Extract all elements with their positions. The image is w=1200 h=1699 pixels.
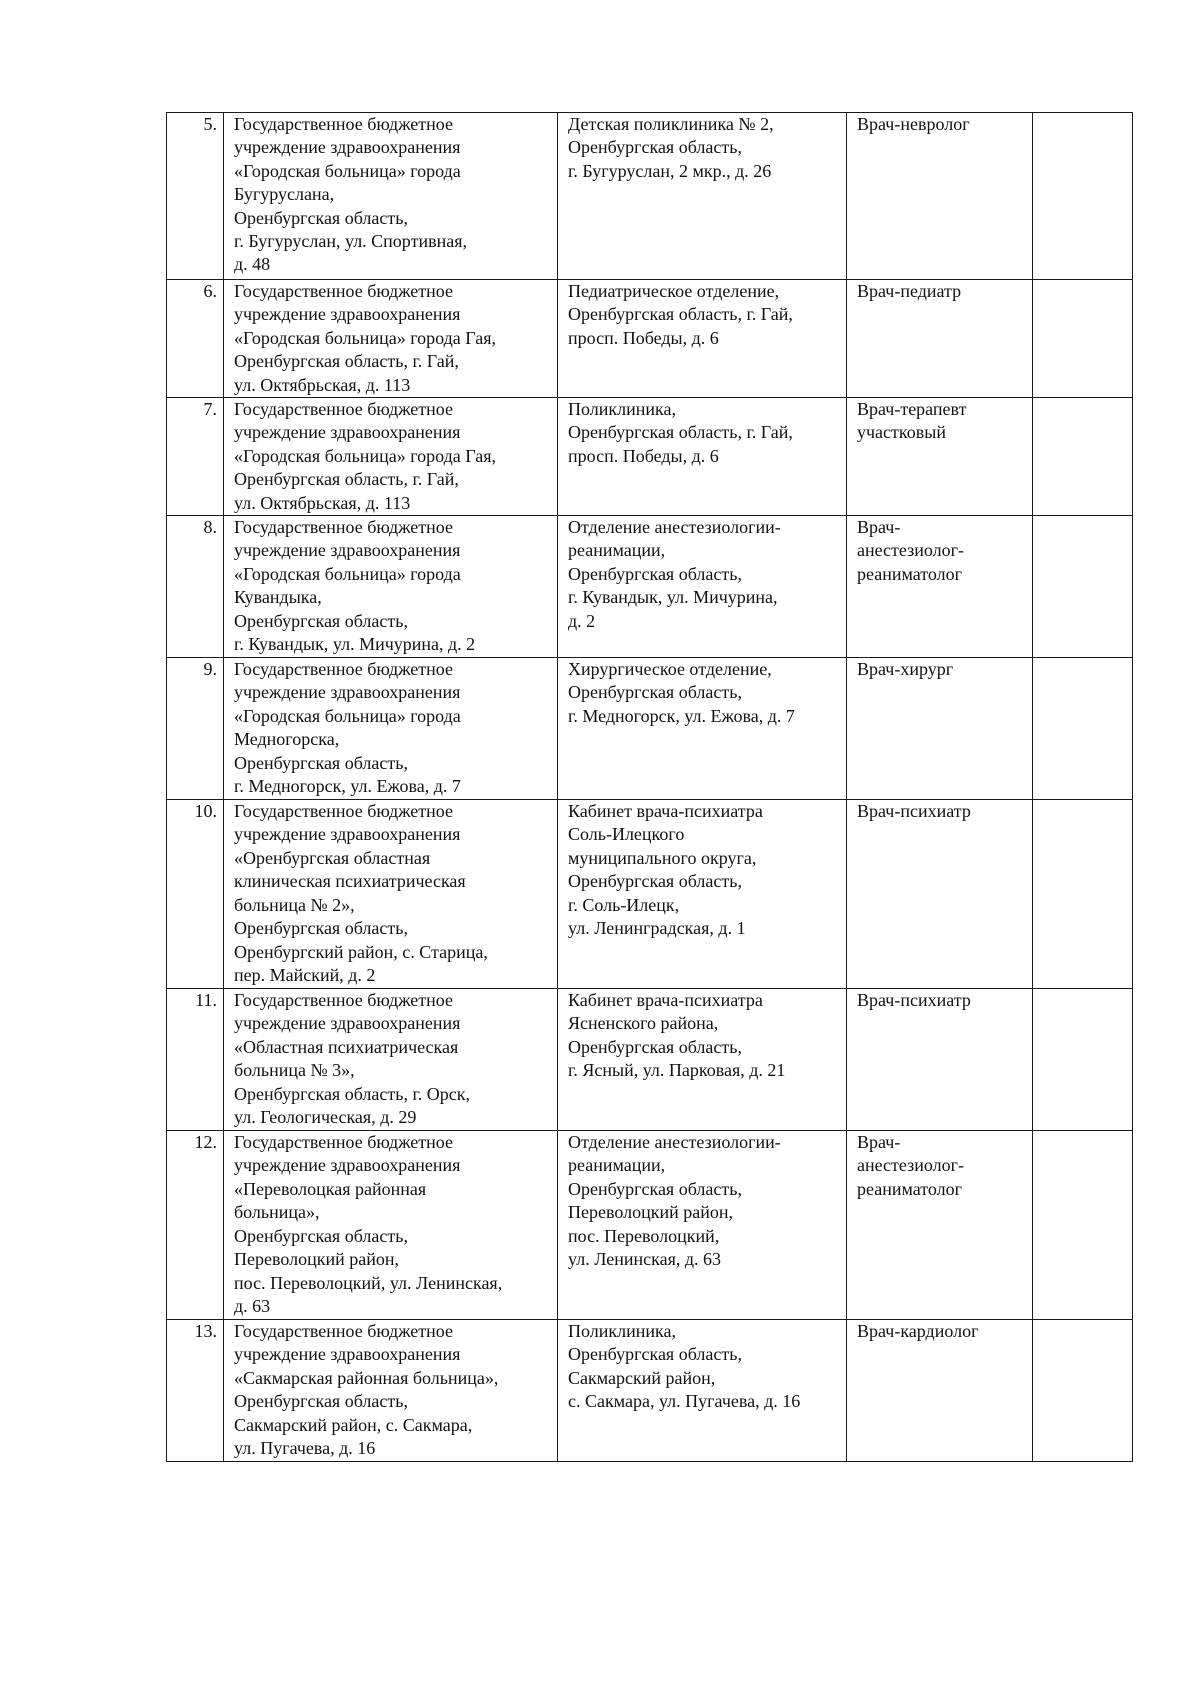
institution-line: Оренбургская область, г. Гай, — [234, 351, 459, 372]
position-cell — [847, 113, 1033, 280]
institution-line: Оренбургская область, г. Орск, — [234, 1083, 471, 1104]
position-cell — [847, 1320, 1033, 1462]
institution-cell — [224, 800, 558, 989]
table-row — [167, 113, 1133, 280]
position-line: анестезиолог- — [857, 540, 964, 561]
institution-cell — [224, 1320, 558, 1462]
department-line: Оренбургская область, г. Гай, — [568, 422, 793, 443]
department-line: Переволоцкий район, — [568, 1202, 733, 1223]
institution-line: больница № 3», — [234, 1060, 355, 1081]
department-line: ул. Ленинская, д. 63 — [568, 1249, 722, 1270]
institution-line: учреждение здравоохранения — [234, 137, 461, 158]
institution-line: Сакмарский район, с. Сакмара, — [234, 1414, 473, 1435]
department-line: Сакмарский район, — [568, 1367, 716, 1388]
department-cell — [558, 398, 847, 516]
institution-line: Кувандыка, — [234, 587, 322, 608]
department-line: ул. Ленинградская, д. 1 — [568, 918, 746, 939]
department-line: Детская поликлиника № 2, — [568, 114, 774, 134]
position-line: участковый — [857, 422, 946, 443]
institution-line: Государственное бюджетное — [234, 801, 453, 822]
table-row — [167, 280, 1133, 398]
blank-cell — [1033, 398, 1133, 516]
row-number: 9. — [167, 658, 224, 800]
institution-line: «Городская больница» города — [234, 160, 461, 181]
institution-line: Оренбургская область, — [234, 1225, 408, 1246]
department-line: Педиатрическое отделение, — [568, 281, 780, 301]
position-line: Врач-психиатр — [857, 990, 971, 1011]
position-line: Врач- — [857, 1132, 901, 1153]
institution-line: учреждение здравоохранения — [234, 682, 461, 703]
department-cell — [558, 1320, 847, 1462]
position-cell — [847, 398, 1033, 516]
table-row — [167, 989, 1133, 1131]
institution-line: «Городская больница» города — [234, 563, 461, 584]
institution-line: ул. Пугачева, д. 16 — [234, 1438, 376, 1459]
institution-cell — [224, 1131, 558, 1320]
institution-cell — [224, 989, 558, 1131]
department-line: Оренбургская область, — [568, 563, 742, 584]
department-line: Ясненского района, — [568, 1013, 719, 1034]
institution-line: Медногорска, — [234, 729, 340, 750]
institution-line: учреждение здравоохранения — [234, 1344, 461, 1365]
institution-line: Государственное бюджетное — [234, 990, 453, 1011]
row-number: 5. — [167, 113, 224, 280]
institution-line: Государственное бюджетное — [234, 517, 453, 538]
position-line: Врач-педиатр — [857, 281, 962, 301]
institution-line: учреждение здравоохранения — [234, 422, 461, 443]
position-line: Врач-хирург — [857, 659, 954, 680]
department-line: Отделение анестезиологии- — [568, 517, 781, 538]
institution-cell — [224, 658, 558, 800]
institution-line: Оренбургская область, — [234, 752, 408, 773]
position-cell — [847, 989, 1033, 1131]
department-cell — [558, 800, 847, 989]
department-cell — [558, 658, 847, 800]
institution-line: пос. Переволоцкий, ул. Ленинская, — [234, 1272, 503, 1293]
blank-cell — [1033, 516, 1133, 658]
department-line: Оренбургская область, — [568, 1036, 742, 1057]
institution-cell — [224, 516, 558, 658]
position-cell — [847, 800, 1033, 989]
table-row — [167, 658, 1133, 800]
institution-line: «Городская больница» города Гая, — [234, 445, 496, 466]
position-line: Врач-кардиолог — [857, 1321, 979, 1342]
department-line: Кабинет врача-психиатра — [568, 801, 763, 822]
institution-line: ул. Геологическая, д. 29 — [234, 1107, 417, 1128]
department-line: просп. Победы, д. 6 — [568, 445, 719, 466]
department-line: с. Сакмара, ул. Пугачева, д. 16 — [568, 1391, 801, 1412]
blank-cell — [1033, 658, 1133, 800]
department-line: Оренбургская область, — [568, 682, 742, 703]
row-number: 7. — [167, 398, 224, 516]
department-line: г. Бугуруслан, 2 мкр., д. 26 — [568, 160, 772, 181]
department-line: Оренбургская область, — [568, 137, 742, 158]
department-line: просп. Победы, д. 6 — [568, 327, 719, 348]
institution-line: Оренбургский район, с. Старица, — [234, 941, 488, 962]
department-line: д. 2 — [568, 610, 596, 631]
department-line: Кабинет врача-психиатра — [568, 990, 763, 1011]
institution-line: Оренбургская область, — [234, 610, 408, 631]
row-number: 6. — [167, 280, 224, 398]
institution-line: «Оренбургская областная — [234, 847, 431, 868]
row-number: 12. — [167, 1131, 224, 1320]
institution-line: учреждение здравоохранения — [234, 1155, 461, 1176]
institution-line: учреждение здравоохранения — [234, 1013, 461, 1034]
department-line: г. Медногорск, ул. Ежова, д. 7 — [568, 705, 795, 726]
institution-line: Государственное бюджетное — [234, 1132, 453, 1153]
institution-line: «Городская больница» города — [234, 705, 461, 726]
position-cell — [847, 280, 1033, 398]
institution-line: Государственное бюджетное — [234, 114, 453, 134]
position-line: Врач-терапевт — [857, 399, 967, 420]
department-line: г. Кувандык, ул. Мичурина, — [568, 587, 778, 608]
department-line: реанимации, — [568, 540, 666, 561]
department-line: г. Ясный, ул. Парковая, д. 21 — [568, 1060, 786, 1081]
table-row — [167, 516, 1133, 658]
institution-line: Оренбургская область, г. Гай, — [234, 469, 459, 490]
institution-line: Бугуруслана, — [234, 184, 335, 205]
blank-cell — [1033, 989, 1133, 1131]
department-line: Соль-Илецкого — [568, 824, 685, 845]
department-line: Оренбургская область, — [568, 871, 742, 892]
blank-cell — [1033, 1320, 1133, 1462]
department-cell — [558, 989, 847, 1131]
department-line: муниципального округа, — [568, 847, 757, 868]
institution-line: д. 63 — [234, 1295, 271, 1316]
department-line: Оренбургская область, г. Гай, — [568, 304, 793, 325]
institution-line: Оренбургская область, — [234, 918, 408, 939]
department-cell — [558, 113, 847, 280]
position-line: Врач-невролог — [857, 114, 970, 134]
institution-line: «Областная психиатрическая — [234, 1036, 459, 1057]
department-line: Оренбургская область, — [568, 1344, 742, 1365]
institution-cell — [224, 280, 558, 398]
facilities-table — [166, 112, 1133, 1462]
department-line: Поликлиника, — [568, 399, 676, 420]
institution-line: клиническая психиатрическая — [234, 871, 466, 892]
row-number: 8. — [167, 516, 224, 658]
institution-line: Государственное бюджетное — [234, 1321, 453, 1342]
institution-line: учреждение здравоохранения — [234, 824, 461, 845]
institution-line: «Сакмарская районная больница», — [234, 1367, 499, 1388]
department-line: реанимации, — [568, 1155, 666, 1176]
table-body — [167, 113, 1133, 1462]
position-cell — [847, 658, 1033, 800]
table-row — [167, 398, 1133, 516]
row-number: 11. — [167, 989, 224, 1131]
institution-line: «Переволоцкая районная — [234, 1178, 427, 1199]
row-number: 10. — [167, 800, 224, 989]
department-line: Поликлиника, — [568, 1321, 676, 1342]
row-number: 13. — [167, 1320, 224, 1462]
institution-line: пер. Майский, д. 2 — [234, 964, 376, 985]
institution-line: д. 48 — [234, 254, 271, 275]
position-line: реаниматолог — [857, 1178, 963, 1199]
institution-line: больница № 2», — [234, 894, 355, 915]
institution-line: «Городская больница» города Гая, — [234, 327, 496, 348]
table-row — [167, 1131, 1133, 1320]
position-line: Врач- — [857, 517, 901, 538]
institution-line: Оренбургская область, — [234, 1391, 408, 1412]
position-cell — [847, 1131, 1033, 1320]
position-cell — [847, 516, 1033, 658]
department-cell — [558, 516, 847, 658]
institution-line: Государственное бюджетное — [234, 399, 453, 420]
department-cell — [558, 1131, 847, 1320]
institution-line: г. Бугуруслан, ул. Спортивная, — [234, 231, 467, 252]
institution-cell — [224, 113, 558, 280]
department-line: Отделение анестезиологии- — [568, 1132, 781, 1153]
blank-cell — [1033, 280, 1133, 398]
institution-line: ул. Октябрьская, д. 113 — [234, 492, 411, 513]
position-line: реаниматолог — [857, 563, 963, 584]
position-line: Врач-психиатр — [857, 801, 971, 822]
institution-line: г. Кувандык, ул. Мичурина, д. 2 — [234, 634, 476, 655]
department-line: Хирургическое отделение, — [568, 659, 772, 680]
institution-line: учреждение здравоохранения — [234, 304, 461, 325]
table-row — [167, 1320, 1133, 1462]
blank-cell — [1033, 113, 1133, 280]
blank-cell — [1033, 1131, 1133, 1320]
table-row — [167, 800, 1133, 989]
institution-line: Государственное бюджетное — [234, 659, 453, 680]
department-line: Оренбургская область, — [568, 1178, 742, 1199]
institution-cell — [224, 398, 558, 516]
institution-line: Государственное бюджетное — [234, 281, 453, 301]
institution-line: Оренбургская область, — [234, 207, 408, 228]
blank-cell — [1033, 800, 1133, 989]
institution-line: Переволоцкий район, — [234, 1249, 399, 1270]
department-line: г. Соль-Илецк, — [568, 894, 680, 915]
institution-line: ул. Октябрьская, д. 113 — [234, 374, 411, 395]
department-cell — [558, 280, 847, 398]
institution-line: г. Медногорск, ул. Ежова, д. 7 — [234, 776, 461, 797]
institution-line: больница», — [234, 1202, 320, 1223]
institution-line: учреждение здравоохранения — [234, 540, 461, 561]
department-line: пос. Переволоцкий, — [568, 1225, 720, 1246]
position-line: анестезиолог- — [857, 1155, 964, 1176]
